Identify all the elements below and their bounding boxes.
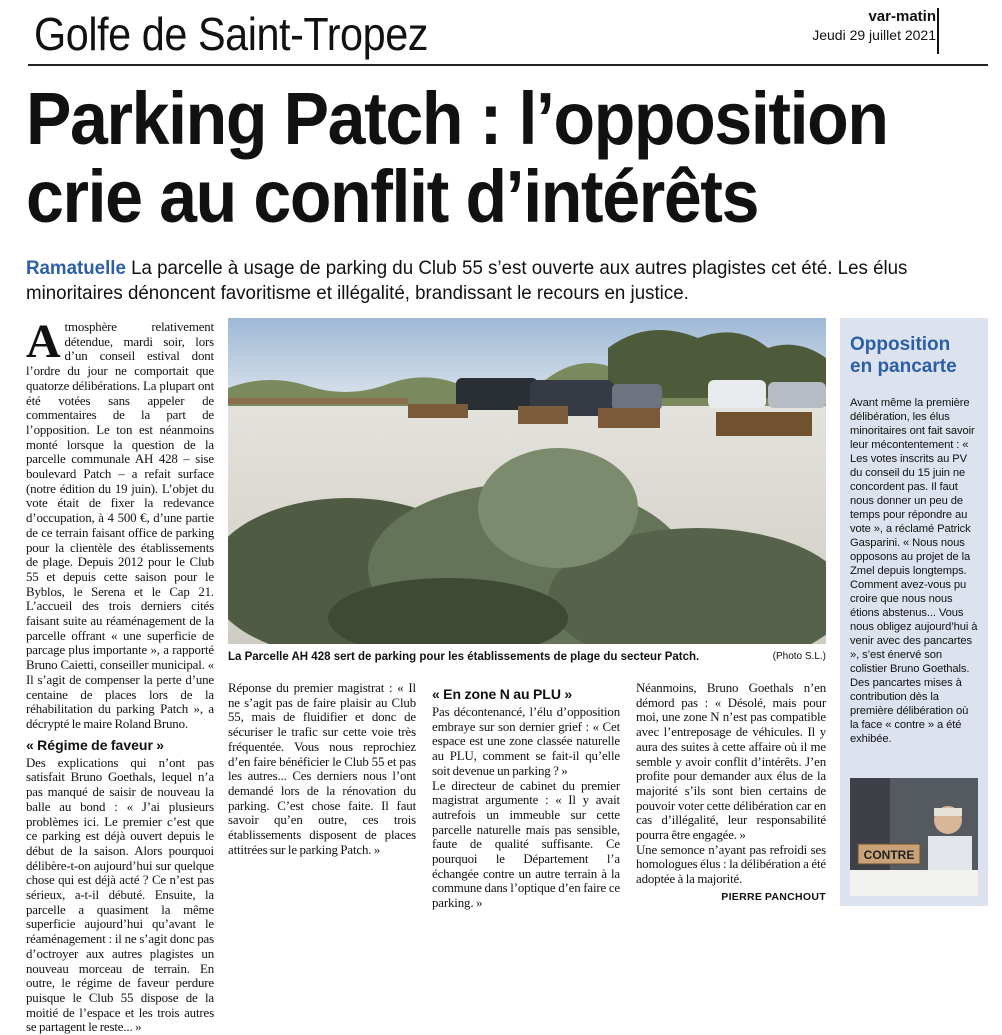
lead-kicker: Ramatuelle [26, 257, 126, 279]
headline-line-1: Parking Patch : l’opposition [26, 77, 888, 160]
article-column-3 [432, 681, 620, 911]
parking-lot-photo [228, 318, 826, 644]
article-paragraph-3: Réponse du premier magistrat : « Il ne s’agit pas de faire plaisir au Club 55, mais de fluidifier et donc de sécuriser le trafic sur cette voie très fréquentée. Vous nous reprochiez d’en faire bénéficier le Club 55 et pas les autres... Ces derniers nous l’ont demandé lors de la rénovation du parking. C’est chose faite. Il faut savoir qu’en outre, ces trois établissements disposent de places attitrées sur le parking Patch. » [228, 681, 416, 857]
article-column-1 [26, 315, 214, 1035]
drop-cap: A [26, 315, 61, 368]
subheading-zone-n: « En zone N au PLU » [432, 686, 573, 702]
article-paragraph-4: Pas décontenancé, l’élu d’opposition embraye sur son dernier grief : « Cet espace est une zone classée naturelle au PLU, comment se fait-il qu’elle soit devenue un parking ? » [432, 705, 620, 778]
article-author: PIERRE PANCHOUT [721, 890, 826, 903]
article-paragraph-6: Néanmoins, Bruno Goethals n’en démord pas : « Désolé, mais pour moi, une zone N n’est pas compatible avec l’entreposage de véhicules. Il y aura des suites à cette affaire où il me semble y avoir conflit d’intérêts. J’en profite pour demander aux élus de la majorité s’ils sont bien certains de pouvoir voter cette délibération car en cas d’illégalité, leur responsabilité pourra être engagée. » [636, 681, 826, 843]
newspaper-brand: var-matin [868, 8, 936, 25]
sidebar-photo [850, 778, 978, 896]
section-title: Golfe de Saint-Tropez [34, 8, 429, 60]
protest-sign-photo [850, 778, 978, 896]
main-photo [228, 318, 826, 644]
sidebar-title [840, 334, 988, 378]
article-paragraph-7: Une semonce n’ayant pas refroidi ses homologues élus : la délibération a été adoptée à la majorité. [636, 842, 826, 887]
article-paragraph-5: Le directeur de cabinet du premier magistrat argumente : « Il y avait autrefois un immeuble sur cette parcelle naturelle mais pas sensible, faute de qualité suffisante. Ce pourquoi le Département l’a échangée contre un autre terrain à la commune dans l’optique d’en faire ce parking. » [432, 778, 620, 911]
lead-text: La parcelle à usage de parking du Club 55 s’est ouverte aux autres plagistes cet été. Les élus minoritaires dénoncent favoritisme et illégalité, brandissant le recours en justice. [26, 257, 908, 304]
article-paragraph-2: Des explications qui n’ont pas satisfait Bruno Goethals, lequel n’a pas manqué de saisir de nouveau la balle au bond : « J’ai plusieurs problèmes ici. Le premier c’est que ce parking est déjà ouvert depuis le début de la saison. Alors pourquoi délibère-t-on aujourd’hui sur quelque chose qui est déjà acté ? Ce n’est pas sérieux, a-t-il débuté. Ensuite, la parcelle a quasiment la même superficie aujourd’hui qu’avant le réaménagement : il ne s’agit donc pas d’octroyer aux autres plagistes un nouveau morceau de terrain. En outre, le régime de faveur perdure puisque le Club 55 dispose de la moitié de l’espace et les trois autres se partagent le reste... » [26, 755, 214, 1035]
article-column-4 [636, 681, 826, 905]
paragraph-1-text: tmosphère relativement détendue, mardi soir, lors d’un conseil estival dont l’ordre du jour ne comportait que quatorze délibérations. La plupart ont été votées sans appeler de commentaires de la part de l’opposition. Le ton est néanmoins monté lorsque la question de la parcelle communale AH 428 – sise boulevard Patch – a refait surface (notre édition du 19 juin). L’objet du vote était de fixer la redevance d’occupation, à 4 500 €, d’une partie de ce terrain faisant office de parking pour la clientèle des établissements de plage. Depuis 2012 pour le Club 55 et depuis cette saison pour le Byblos, le Serena et le Cap 21. L’accueil des trois derniers cités faisant suite au réaménagement de la parcelle offrant « une superficie de parcage plus importante », a rapporté Bruno Caietti, conseiller municipal. « Il s’agit de compenser la perte d’une centaine de places lors de la réhabilitation du parking Patch », a décrypté le maire Roland Bruno. [26, 320, 214, 731]
sidebar-body: Avant même la première délibération, les élus minoritaires ont fait savoir leur mécontentement : « Les votes inscrits au PV du conseil du 15 juin ne concordent pas. Il faut nous donner un peu de temps pour répondre au vote », a réclamé Patrick Gasparini. « Nous nous opposons au projet de la Zmel depuis longtemps. Comment avez-vous pu croire que nous nous étions abstenus... Vous nous obligez aujourd’hui à venir avec des pancartes », s’est énervé son colistier Bruno Goethals. Des pancartes mises à contribution dès la première délibération où la face « contre » a été exhibée. [850, 397, 978, 745]
caption-text: La Parcelle AH 428 sert de parking pour les établissements de plage du secteur Patch. [228, 651, 700, 663]
photo-caption [228, 649, 826, 665]
headline-line-2: crie au conflit d’intérêts [26, 155, 759, 238]
sidebar-box [840, 318, 988, 906]
photo-credit: (Photo S.L.) [772, 651, 826, 662]
article-paragraph-1 [26, 315, 214, 732]
sidebar-title-line-2: en pancarte [850, 356, 957, 377]
subheading-regime-de-faveur: « Régime de faveur » [26, 736, 165, 753]
lead-paragraph [26, 256, 967, 306]
masthead [812, 8, 936, 44]
masthead-divider [937, 8, 939, 54]
sidebar-title-line-1: Opposition [850, 334, 951, 355]
sign-text: CONTRE [863, 848, 915, 862]
issue-date: Jeudi 29 juillet 2021 [812, 27, 936, 43]
headline [26, 77, 918, 238]
header-rule [28, 64, 988, 66]
article-column-2 [228, 681, 416, 857]
